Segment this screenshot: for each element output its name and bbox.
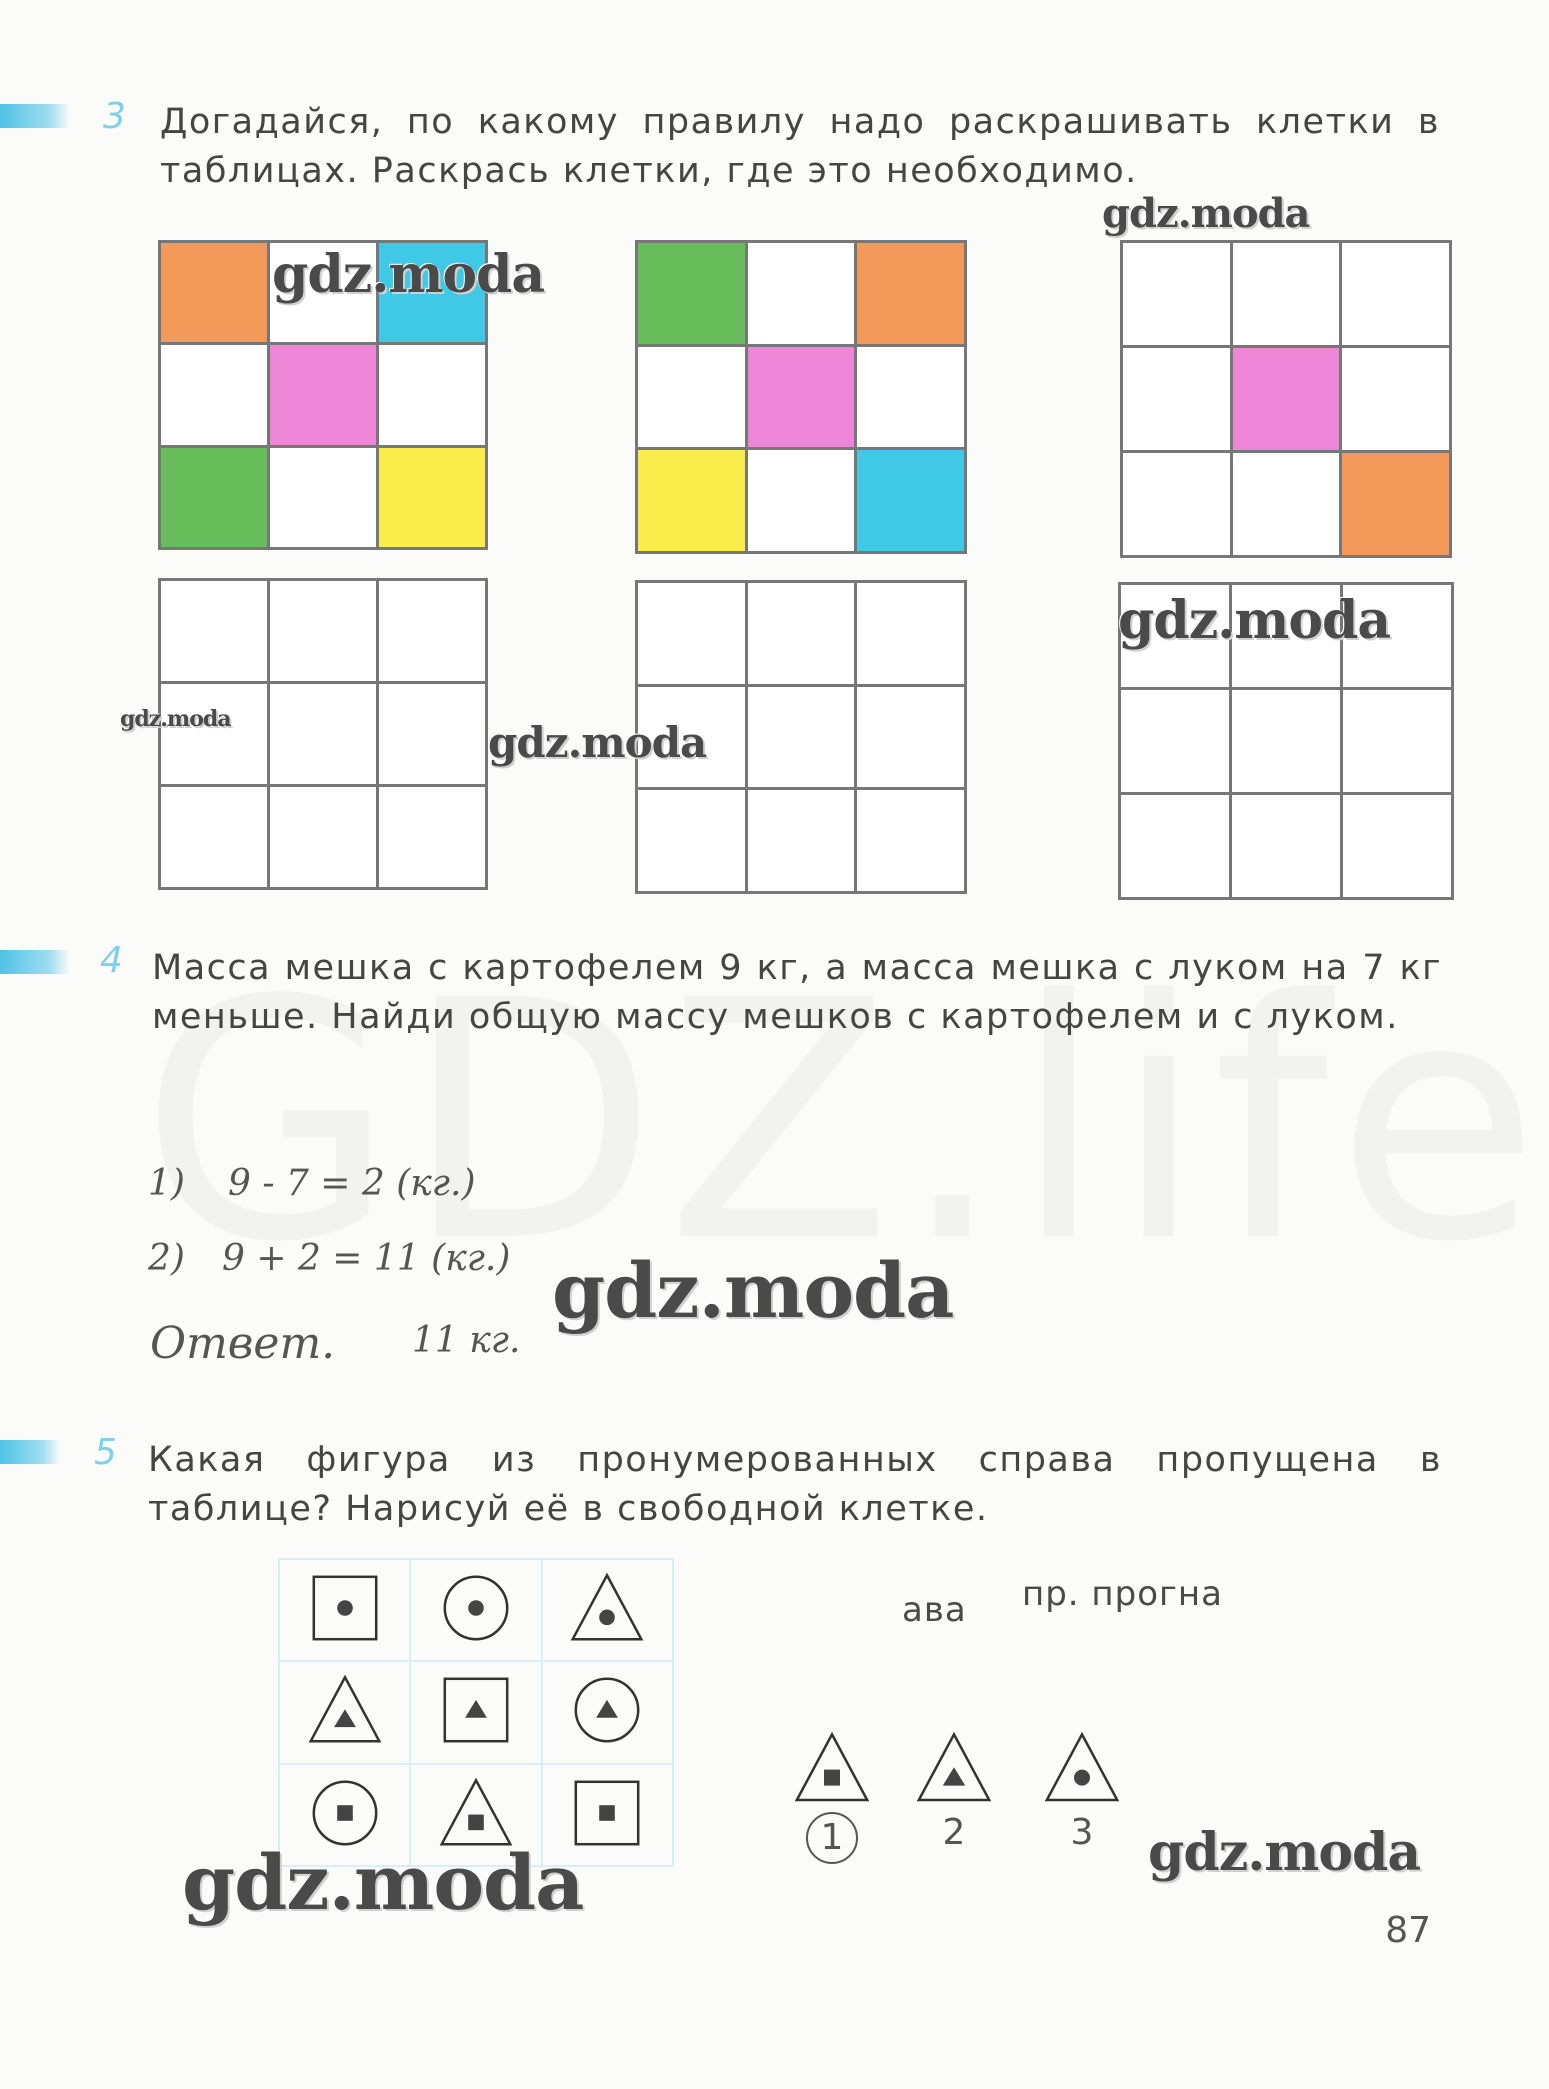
grid-cell-white — [1342, 348, 1449, 450]
page-number: 87 — [1385, 1910, 1431, 1951]
grid-cell-orange — [857, 243, 964, 344]
square-with-triangle-icon — [437, 1671, 515, 1753]
grid-cell-white — [1123, 348, 1230, 450]
grid-cell-white — [270, 448, 376, 547]
grid-cell-white[interactable] — [379, 581, 485, 681]
watermark: gdz.moda — [552, 1246, 954, 1335]
task3-marker — [0, 104, 70, 128]
option-3[interactable] — [1040, 1728, 1124, 1853]
grid-cell-white — [748, 450, 855, 551]
grid-cell-white — [1233, 243, 1340, 345]
watermark: gdz.moda — [1102, 190, 1310, 237]
square-with-circle-icon — [306, 1569, 384, 1651]
grid-cell-white — [1342, 243, 1449, 345]
figure-cell — [542, 1559, 673, 1661]
color-grid-top-3 — [1120, 240, 1452, 558]
figure-cell — [542, 1661, 673, 1763]
grid-cell-white[interactable] — [1343, 795, 1451, 897]
watermark: gdz.moda — [120, 706, 231, 732]
triangle-with-square-icon — [790, 1728, 874, 1812]
answer-value: 11 кг. — [412, 1320, 521, 1361]
grid-cell-pink — [270, 345, 376, 444]
solution-step2: 9 + 2 = 11 (кг.) — [222, 1238, 511, 1279]
solution-step2-label: 2) — [148, 1238, 185, 1279]
task3-number: 3 — [103, 96, 126, 137]
grid-cell-white — [1123, 243, 1230, 345]
task3-text: Догадайся, по какому правилу надо раскрашивать клетки в таблицах. Раскрась клетки, где это необходимо. — [160, 102, 1440, 191]
figure-cell — [410, 1661, 541, 1763]
grid-cell-white[interactable] — [748, 583, 855, 684]
task4-text: Масса мешка с картофелем 9 кг, а масса мешка с луком на 7 кг меньше. Найди общую массу мешков с картофелем и с луком. — [152, 948, 1442, 1037]
figure-cell — [279, 1559, 410, 1661]
grid-cell-white — [748, 243, 855, 344]
grid-cell-white[interactable] — [379, 787, 485, 887]
watermark: gdz.moda — [1148, 1822, 1421, 1883]
triangle-with-triangle-icon — [912, 1728, 996, 1812]
grid-cell-white[interactable] — [748, 687, 855, 788]
option-1[interactable] — [790, 1728, 874, 1864]
figure-cell — [279, 1661, 410, 1763]
grid-cell-white[interactable] — [638, 790, 745, 891]
grid-cell-yellow — [379, 448, 485, 547]
triangle-with-triangle-icon — [306, 1671, 384, 1753]
grid-cell-white[interactable] — [1343, 690, 1451, 792]
grid-cell-white — [1233, 453, 1340, 555]
grid-cell-white[interactable] — [857, 790, 964, 891]
grid-cell-white[interactable] — [748, 790, 855, 891]
task4-marker — [0, 950, 70, 974]
option-2[interactable] — [912, 1728, 996, 1853]
grid-cell-green — [161, 448, 267, 547]
figure-cell — [410, 1559, 541, 1661]
option-number: 3 — [1070, 1812, 1094, 1853]
grid-cell-white[interactable] — [857, 687, 964, 788]
watermark: gdz.moda — [272, 244, 545, 305]
grid-cell-white[interactable] — [270, 787, 376, 887]
grid-cell-green — [638, 243, 745, 344]
grid-cell-white — [857, 347, 964, 448]
task5-number: 5 — [94, 1432, 117, 1473]
triangle-with-circle-icon — [1040, 1728, 1124, 1812]
watermark: gdz.moda — [488, 718, 707, 767]
grid-cell-white[interactable] — [1121, 690, 1229, 792]
circle-with-triangle-icon — [568, 1671, 646, 1753]
grid-cell-white[interactable] — [161, 581, 267, 681]
grid-cell-pink — [748, 347, 855, 448]
color-grid-bottom-1[interactable] — [158, 578, 488, 890]
grid-cell-white[interactable] — [270, 684, 376, 784]
grid-cell-yellow — [638, 450, 745, 551]
grid-cell-orange — [1342, 453, 1449, 555]
grid-cell-white[interactable] — [857, 583, 964, 684]
solution-step1: 9 - 7 = 2 (кг.) — [228, 1163, 476, 1204]
grid-cell-white[interactable] — [161, 787, 267, 887]
grid-cell-white[interactable] — [1232, 690, 1340, 792]
grid-cell-white[interactable] — [270, 581, 376, 681]
ghost-text-1: ава — [902, 1590, 967, 1630]
solution-step1-label: 1) — [148, 1163, 185, 1204]
watermark: gdz.moda — [182, 1838, 584, 1927]
task4-number: 4 — [100, 940, 123, 981]
figure-table — [278, 1558, 674, 1867]
circle-with-circle-icon — [437, 1569, 515, 1651]
grid-cell-white — [161, 345, 267, 444]
option-number: 2 — [942, 1812, 966, 1853]
grid-cell-white — [1123, 453, 1230, 555]
grid-cell-cyan — [857, 450, 964, 551]
grid-cell-white[interactable] — [379, 684, 485, 784]
grid-cell-white[interactable] — [1121, 795, 1229, 897]
answer-label: Ответ. — [150, 1318, 336, 1369]
color-grid-top-2 — [635, 240, 967, 554]
task5-text: Какая фигура из пронумерованных справа пропущена в таблице? Нарисуй её в свободной клетке. — [148, 1440, 1442, 1529]
ghost-text-2: пр. прогна — [1022, 1574, 1223, 1614]
grid-cell-white — [379, 345, 485, 444]
watermark: gdz.moda — [1118, 590, 1391, 651]
grid-cell-white[interactable] — [638, 583, 745, 684]
grid-cell-orange — [161, 243, 267, 342]
grid-cell-white[interactable] — [1232, 795, 1340, 897]
option-number: 1 — [806, 1812, 858, 1864]
triangle-with-circle-icon — [568, 1569, 646, 1651]
task5-marker — [0, 1440, 60, 1464]
grid-cell-white[interactable] — [161, 684, 267, 784]
grid-cell-pink — [1233, 348, 1340, 450]
grid-cell-white — [638, 347, 745, 448]
